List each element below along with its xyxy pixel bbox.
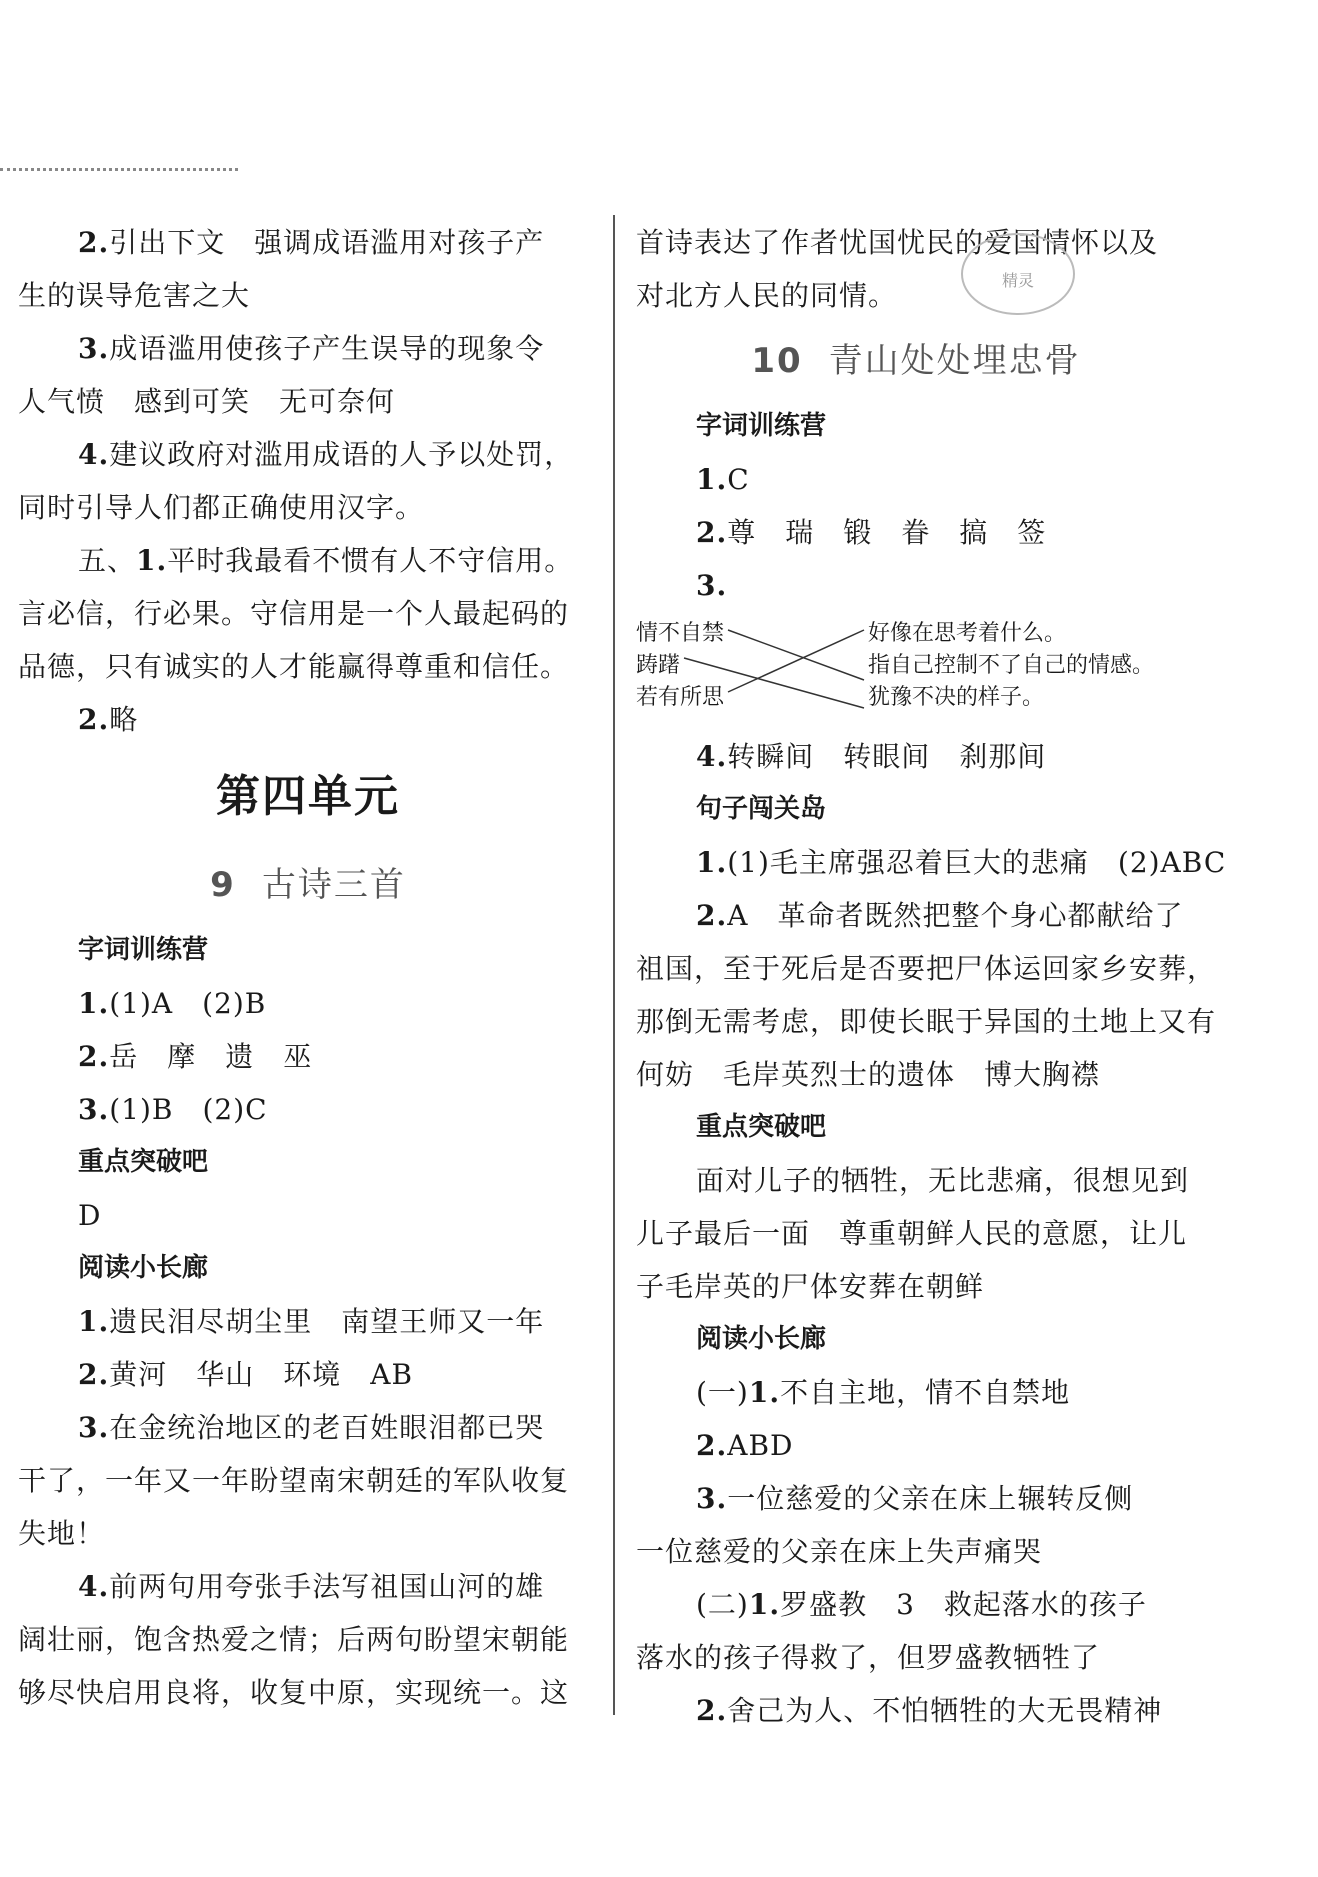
answer-line: 子毛岸英的尸体安葬在朝鲜 <box>636 1270 985 1303</box>
answer-line: 祖国，至于死后是否要把尸体运回家乡安葬， <box>636 952 1217 985</box>
answer-line: 生的误导危害之大 <box>18 279 251 312</box>
match-line <box>728 630 864 692</box>
answer-line: 3.一位慈爱的父亲在床上辗转反侧 <box>696 1482 1134 1515</box>
answer-line: 1.C <box>696 463 750 496</box>
section-heading: 句子闯关岛 <box>696 794 827 824</box>
answer-line: 首诗表达了作者忧国忧民的爱国情怀以及 <box>636 226 1159 259</box>
section-heading: 阅读小长廊 <box>78 1253 209 1283</box>
unit-title: 第四单元 <box>216 771 400 822</box>
answer-line: 1.遗民泪尽胡尘里 南望王师又一年 <box>78 1305 545 1338</box>
answer-line: 那倒无需考虑，即使长眠于异国的土地上又有 <box>636 1005 1217 1038</box>
answer-line: 干了，一年又一年盼望南宋朝廷的军队收复 <box>18 1464 570 1497</box>
answer-line: 失地！ <box>18 1517 106 1550</box>
answer-line: 对北方人民的同情。 <box>636 279 898 312</box>
left-column <box>18 216 598 1719</box>
answer-line: (一)1.不自主地，情不自禁地 <box>696 1376 1071 1409</box>
answer-line: D <box>78 1199 102 1232</box>
answer-line: 人气愤 感到可笑 无可奈何 <box>18 385 396 418</box>
answer-line: 4.建议政府对滥用成语的人予以处罚， <box>78 438 574 471</box>
match-right-item: 指自己控制不了自己的情感。 <box>868 653 1155 678</box>
answer-line: 4.前两句用夸张手法写祖国山河的雄 <box>78 1570 545 1603</box>
top-dotted-rule <box>0 168 238 171</box>
match-left-item: 若有所思 <box>636 685 725 710</box>
answer-line: 2.ABD <box>696 1429 794 1462</box>
right-column <box>636 216 1227 1737</box>
lesson-title: 9 古诗三首 <box>210 865 406 905</box>
column-divider <box>613 215 615 1715</box>
answer-line: 同时引导人们都正确使用汉字。 <box>18 491 425 524</box>
section-heading: 阅读小长廊 <box>696 1324 827 1354</box>
answer-line: 2.岳 摩 遗 巫 <box>78 1040 313 1073</box>
answer-line: 4.转瞬间 转眼间 刹那间 <box>696 740 1047 773</box>
answer-line: 面对儿子的牺牲，无比悲痛，很想见到 <box>696 1164 1190 1197</box>
match-left-item: 情不自禁 <box>636 621 725 646</box>
answer-line: 一位慈爱的父亲在床上失声痛哭 <box>636 1535 1043 1568</box>
stamp-text: 精灵 <box>1002 271 1035 290</box>
answer-line: 2.舍己为人、不怕牺牲的大无畏精神 <box>696 1694 1163 1727</box>
stamp-graphic <box>958 222 1080 322</box>
answer-line: 何妨 毛岸英烈士的遗体 博大胸襟 <box>636 1058 1101 1091</box>
answer-line: 3.(1)B (2)C <box>78 1093 268 1126</box>
watermark-stamp <box>958 222 1080 322</box>
section-heading: 字词训练营 <box>696 411 827 441</box>
answer-line: 够尽快启用良将，收复中原，实现统一。这 <box>18 1676 570 1709</box>
answer-line: 2.A 革命者既然把整个身心都献给了 <box>696 899 1184 932</box>
answer-line: 2.引出下文 强调成语滥用对孩子产 <box>78 226 545 259</box>
answer-line: 言必信，行必果。守信用是一个人最起码的 <box>18 597 570 630</box>
answer-line: 2.略 <box>78 703 139 736</box>
section-heading: 字词训练营 <box>78 935 209 965</box>
lesson-title: 10 青山处处埋忠骨 <box>751 341 1081 381</box>
answer-line: 五、1.平时我最看不惯有人不守信用。 <box>78 544 574 577</box>
answer-line: 2.尊 瑞 锻 眷 搞 签 <box>696 516 1047 549</box>
match-line <box>728 630 864 680</box>
match-right-item: 好像在思考着什么。 <box>868 621 1067 646</box>
answer-line: 落水的孩子得救了，但罗盛教牺牲了 <box>636 1641 1101 1674</box>
match-right-item: 犹豫不决的样子。 <box>868 685 1045 710</box>
answer-line: 1.(1)毛主席强忍着巨大的悲痛 (2)ABC <box>696 846 1227 879</box>
section-heading: 重点突破吧 <box>78 1147 209 1177</box>
answer-line: (二)1.罗盛教 3 救起落水的孩子 <box>696 1588 1147 1621</box>
answer-line: 3.成语滥用使孩子产生误导的现象令 <box>78 332 545 365</box>
answer-line: 阔壮丽，饱含热爱之情；后两句盼望宋朝能 <box>18 1623 570 1656</box>
answer-line: 2.黄河 华山 环境 AB <box>78 1358 414 1391</box>
answer-line: 1.(1)A (2)B <box>78 987 267 1020</box>
matching-diagram <box>636 612 1196 730</box>
answer-line: 3. <box>696 569 728 602</box>
match-left-item: 踌躇 <box>636 653 681 678</box>
answer-line: 品德，只有诚实的人才能赢得尊重和信任。 <box>18 650 570 683</box>
answer-line: 3.在金统治地区的老百姓眼泪都已哭 <box>78 1411 545 1444</box>
answer-line: 儿子最后一面 尊重朝鲜人民的意愿，让儿 <box>636 1217 1188 1250</box>
section-heading: 重点突破吧 <box>696 1112 827 1142</box>
